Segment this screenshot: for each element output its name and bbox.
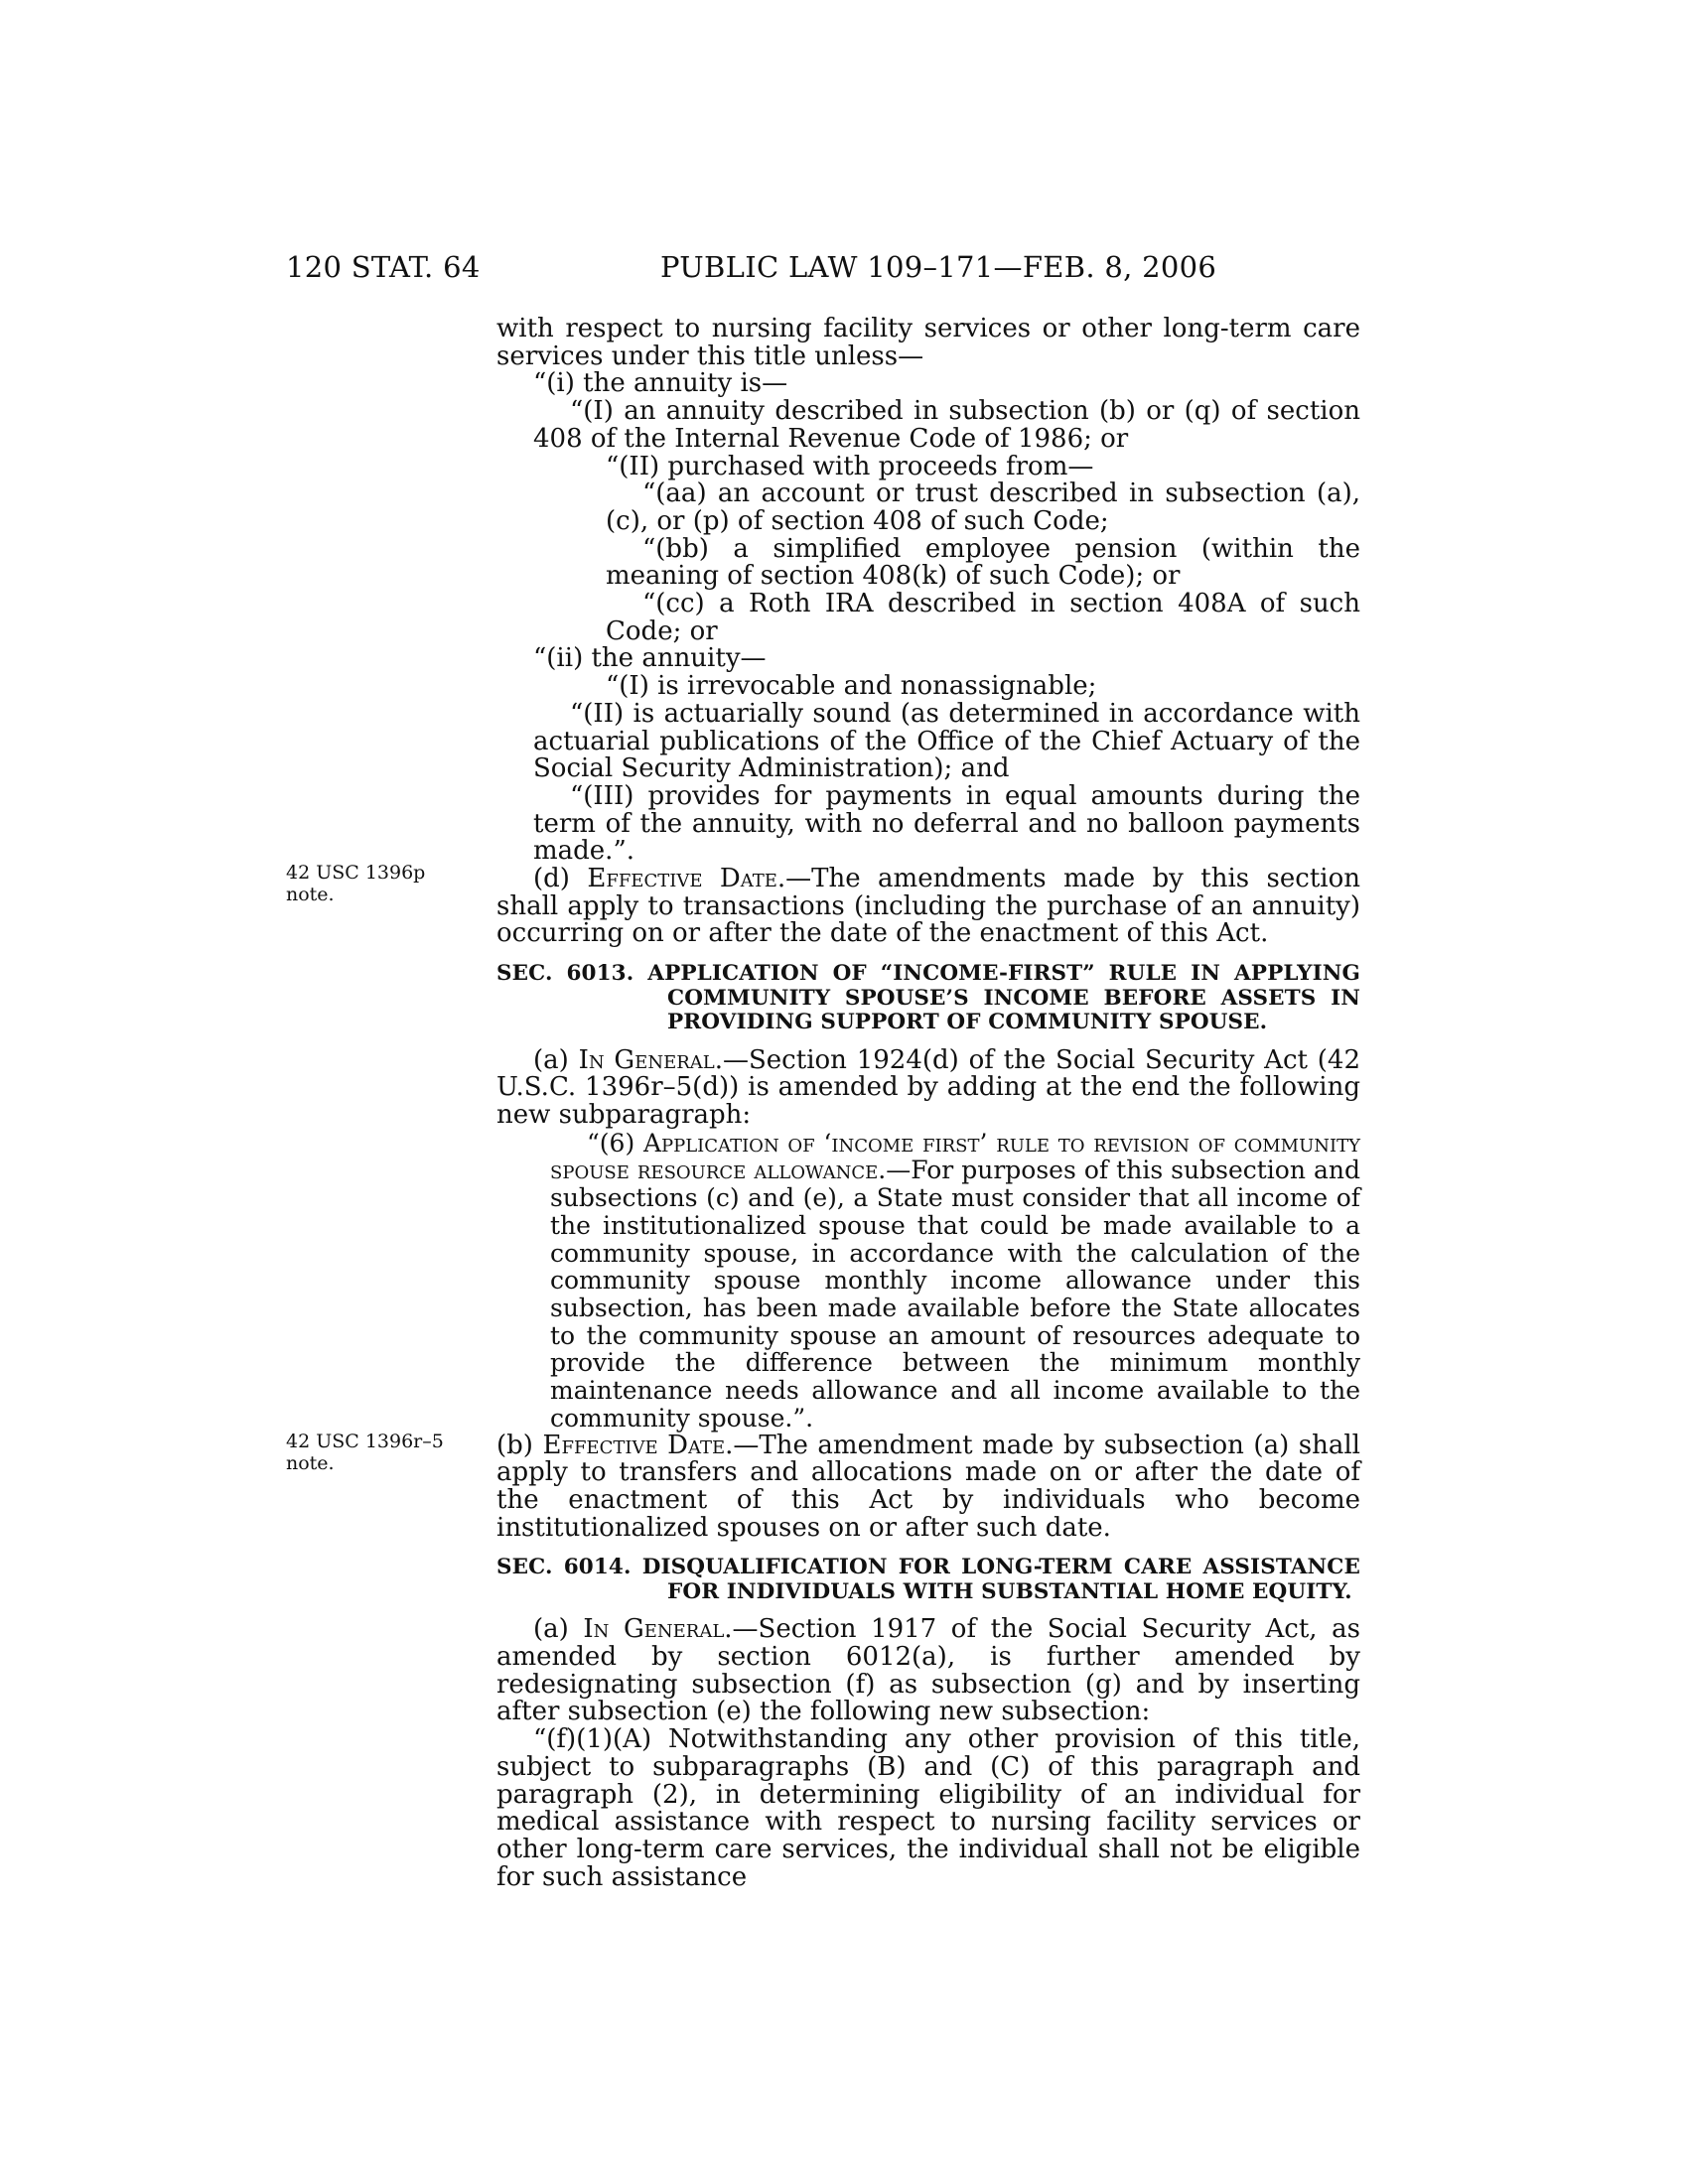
subclause-i-I: “(I) an annuity described in subsection (b) or (q) of section 408 of the Internal Revenue Code of 1986; or	[533, 396, 1360, 454]
margin-note-1396r-5	[286, 1431, 485, 1474]
subsection-b-effective-date	[496, 1430, 1360, 1543]
subclause-ii-II: “(II) is actuarially sound (as determined in accordance with actuarial publications of the Office of the Chief Actuary of the Social Security Administration); and	[533, 698, 1360, 784]
continued-text: with respect to nursing facility services or other long-term care services under this title unless—	[496, 314, 1360, 371]
item-bb: “(bb) a simplified employee pension (within the meaning of section 408(k) of such Code); or	[606, 533, 1360, 592]
subsection-heading: In General	[578, 1044, 715, 1075]
margin-note-suffix: note.	[286, 884, 335, 905]
section-6013-heading: SEC. 6013. APPLICATION OF “INCOME-FIRST” RULE IN APPLYING COMMUNITY SPOUSE’S INCOME BEFORE ASSETS IN PROVIDING SUPPORT OF COMMUNITY SPOUSE.	[496, 961, 1360, 1035]
margin-note-citation: 42 USC 1396r–5	[286, 1431, 444, 1452]
subsection-text: .—The amendment made by subsection (a) shall apply to transfers and allocations made on or after the date of the enactment of this Act by individuals who become institutionalized spouses on or after such date.	[496, 1430, 1360, 1543]
paragraph-text: .—For purposes of this subsection and subsections (c) and (e), a State must consider that all income of the institutionalized spouse that could be made available to a community spouse, in accordance with the calculation of the community spouse monthly income allowance under this subsection, has been made available before the State allocates to the community spouse an amount of resources adequate to provide the difference between the minimum monthly maintenance needs allowance and all income available to the community spouse.”.	[550, 1156, 1360, 1433]
quoted-subsection-f: “(f)(1)(A) Notwithstanding any other provision of this title, subject to subparagraphs (B) and (C) of this paragraph and paragraph (2), in determining eligibility of an individual for medical assistance with respect to nursing facility services or other long-term care services, the individual shall not be eligible for such assistance	[496, 1724, 1360, 1892]
subsection-label: (a)	[533, 1614, 584, 1645]
paragraph-label: “(6)	[587, 1128, 643, 1158]
subsection-a-in-general-6014	[496, 1616, 1360, 1726]
subsection-label: (a)	[533, 1044, 579, 1075]
subsection-d-effective-date	[496, 866, 1360, 948]
margin-note-suffix: note.	[286, 1452, 335, 1474]
running-title: PUBLIC LAW 109–171—FEB. 8, 2006	[660, 250, 1217, 284]
quoted-paragraph-6	[550, 1130, 1360, 1433]
subsection-text: .—Section 1924(d) of the Social Security Act (42 U.S.C. 1396r–5(d)) is amended by adding at the end the following new subparagraph:	[496, 1044, 1360, 1131]
statute-body	[496, 316, 1360, 1891]
clause-i: “(i) the annuity is—	[533, 368, 788, 399]
subsection-a-in-general	[496, 1044, 1360, 1131]
item-aa: “(aa) an account or trust described in subsection (a), (c), or (p) of section 408 of such Code;	[606, 478, 1360, 536]
paragraph-heading: Application of ‘income first’ rule to revision of community spouse resource allowance	[550, 1128, 1360, 1185]
item-cc: “(cc) a Roth IRA described in section 408A of such Code; or	[606, 589, 1360, 646]
subsection-text: .—Section 1917 of the Social Security Act, as amended by section 6012(a), is further amended by redesignating subsection (f) as subsection (g) and by inserting after subsection (e) the following new subsection:	[496, 1614, 1360, 1727]
subclause-ii-III: “(III) provides for payments in equal amounts during the term of the annuity, with no deferral and no balloon payments made.”.	[533, 780, 1360, 867]
stat-page-number: 120 STAT. 64	[286, 250, 481, 284]
subclause-i-II: “(II) purchased with proceeds from—	[606, 451, 1094, 481]
page-header	[0, 250, 1688, 290]
subsection-label: (b)	[496, 1430, 543, 1460]
subsection-text: .—The amendments made by this section shall apply to transactions (including the purchase of an annuity) occurring on or after the date of the enactment of this Act.	[496, 864, 1360, 949]
subsection-heading: Effective Date	[587, 864, 777, 894]
subsection-heading: Effective Date	[542, 1430, 726, 1460]
subclause-ii-I: “(I) is irrevocable and nonassignable;	[606, 671, 1097, 702]
clause-ii: “(ii) the annuity—	[533, 643, 767, 674]
subsection-label: (d)	[533, 864, 588, 894]
margin-note-1396p	[286, 862, 485, 905]
section-6014-heading: SEC. 6014. DISQUALIFICATION FOR LONG-TERM CARE ASSISTANCE FOR INDIVIDUALS WITH SUBSTANTIAL HOME EQUITY.	[496, 1555, 1360, 1604]
subsection-heading: In General	[583, 1614, 725, 1645]
margin-note-citation: 42 USC 1396p	[286, 862, 426, 884]
